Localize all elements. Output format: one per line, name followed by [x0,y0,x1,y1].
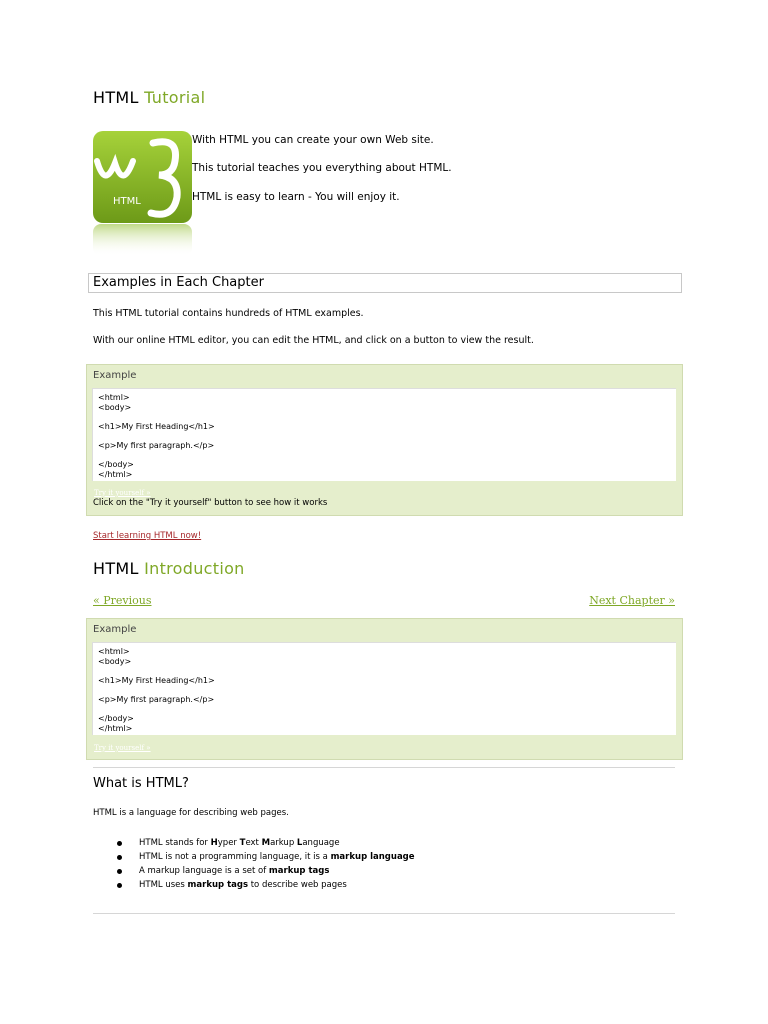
try-it-yourself-link[interactable]: Try it yourself » [94,489,151,497]
try-it-yourself-link[interactable]: Try it yourself » [94,744,151,752]
list-item-text: HTML uses [139,880,188,890]
list-item [117,836,415,850]
chapter-title-highlight: Introduction [144,559,245,578]
next-chapter-link[interactable]: Next Chapter » [589,594,675,607]
chapter-title-prefix: HTML [93,559,139,578]
previous-link[interactable]: « Previous [93,594,152,607]
example-caption: Click on the "Try it yourself" button to see how it works [93,498,328,508]
list-item-text: HTML stands for [139,838,211,848]
bold-term: markup tags [268,866,330,876]
list-item [117,850,415,864]
code-block: <html> <body> <h1>My First Heading</h1> <p>My first paragraph.</p> </body> </html> [92,642,676,735]
title-prefix: HTML [93,88,139,107]
list-item [117,878,415,892]
list-item-text: ext [245,838,262,848]
code-block: <html> <body> <h1>My First Heading</h1> <p>My first paragraph.</p> </body> </html> [92,388,676,481]
bold-term: markup tags [187,880,249,890]
bold-term: T [239,838,246,848]
bold-term: L [296,838,303,848]
start-learning-link[interactable]: Start learning HTML now! [93,531,202,541]
section-heading-what-is-html: What is HTML? [93,776,189,791]
section-heading-examples: Examples in Each Chapter [88,273,682,293]
what-is-para: HTML is a language for describing web pages. [93,808,289,818]
page-title [93,88,205,107]
chapter-title [93,559,245,578]
bold-term: M [261,838,271,848]
examples-para-2: With our online HTML editor, you can edit the HTML, and click on a button to view the result. [93,335,534,346]
list-item-text: anguage [302,838,340,848]
list-item-text: yper [217,838,240,848]
list-item-text: A markup language is a set of [139,866,269,876]
example-box-1 [86,364,683,516]
title-highlight: Tutorial [144,88,206,107]
svg-text:HTML: HTML [113,196,141,207]
divider [93,767,675,768]
w3-html-logo [93,131,192,256]
examples-para-1: This HTML tutorial contains hundreds of HTML examples. [93,308,364,319]
list-item-text: to describe web pages [248,880,347,890]
list-item-text: arkup [270,838,297,848]
intro-line-3: HTML is easy to learn - You will enjoy it. [192,191,400,203]
example-label: Example [93,370,137,381]
list-item [117,864,415,878]
example-box-2 [86,618,683,760]
intro-line-2: This tutorial teaches you everything about HTML. [192,162,452,174]
intro-line-1: With HTML you can create your own Web site. [192,134,434,146]
list-item-text: HTML is not a programming language, it is a [139,852,331,862]
bold-term: markup language [330,852,415,862]
divider [93,913,675,914]
bold-term: H [210,838,218,848]
feature-list [117,836,415,892]
example-label: Example [93,624,137,635]
